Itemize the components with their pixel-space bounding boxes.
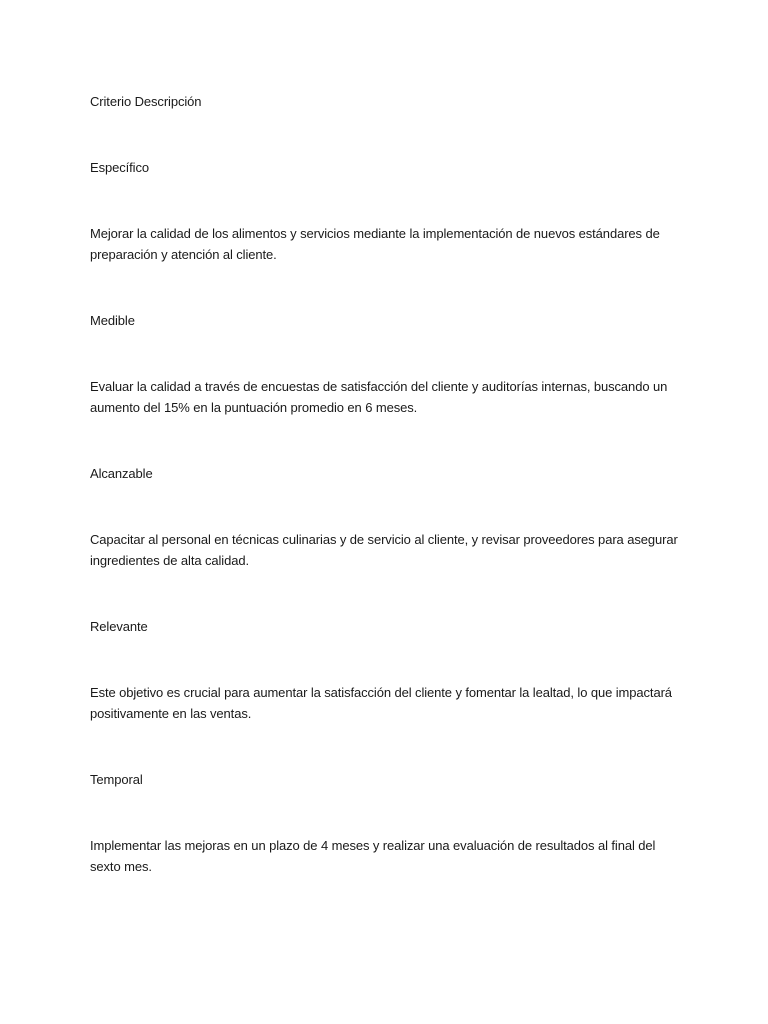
- document-body: [90, 91, 680, 877]
- description-specific: Mejorar la calidad de los alimentos y servicios mediante la implementación de nuevos estándares de preparación y atención al cliente.: [90, 226, 660, 262]
- criterion-achievable: Alcanzable: [90, 466, 153, 481]
- description-achievable: Capacitar al personal en técnicas culinarias y de servicio al cliente, y revisar proveedores para asegurar ingredientes de alta calidad.: [90, 532, 678, 568]
- description-relevant: Este objetivo es crucial para aumentar la satisfacción del cliente y fomentar la lealtad, lo que impactará positivamente en las ventas.: [90, 685, 672, 721]
- criterion-measurable: Medible: [90, 313, 135, 328]
- description-time-bound: Implementar las mejoras en un plazo de 4 meses y realizar una evaluación de resultados al final del sexto mes.: [90, 838, 656, 874]
- criterion-relevant: Relevante: [90, 619, 148, 634]
- table-header: Criterio Descripción: [90, 94, 202, 109]
- criterion-specific: Específico: [90, 160, 149, 175]
- criterion-time-bound: Temporal: [90, 772, 143, 787]
- description-measurable: Evaluar la calidad a través de encuestas de satisfacción del cliente y auditorías internas, buscando un aumento del 15% en la puntuación promedio en 6 meses.: [90, 379, 668, 415]
